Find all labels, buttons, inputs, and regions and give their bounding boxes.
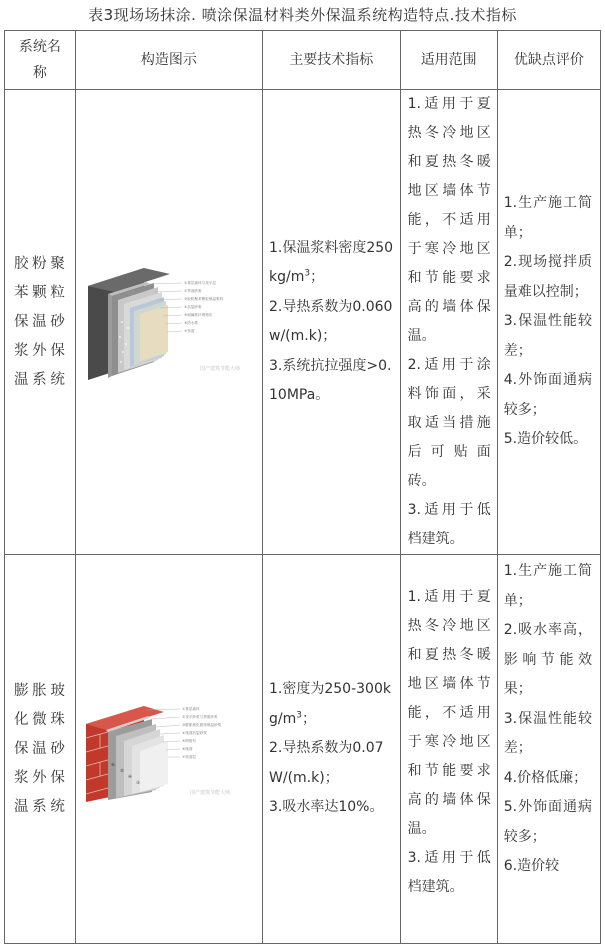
pros-cons: 1.生产施工简单； 2.吸水率高，影响节能效果； 3.保温性能较差； 4.价格低廉； 5.外饰面通病较多； 6.造价较 <box>497 555 600 944</box>
layer-label: ⑦饰面层 <box>181 755 196 759</box>
layer-label: ⑤网格布 <box>181 739 196 743</box>
layer-label: ①基层墙体 <box>181 707 200 711</box>
system-name: 胶粉聚苯颗粒保温砂浆外保温系统 <box>5 90 76 555</box>
header-system-name: 系统名称 <box>5 31 76 90</box>
watermark-text: 国产建筑节能大师 <box>189 790 230 796</box>
svg-text:④: ④ <box>127 775 132 780</box>
table-row <box>5 555 601 944</box>
table-row <box>5 90 601 555</box>
layer-label: ①基层墙体与找平层 <box>183 281 216 285</box>
applicable-scope: 1.适用于夏热冬冷地区和夏热冬暖地区墙体节能，不适用于寒冷地区和节能要求高的墙体保温。 3.适用于低档建筑。 <box>400 555 497 944</box>
svg-text:⑥: ⑥ <box>110 763 115 768</box>
layer-diagram-image <box>84 262 254 382</box>
watermark-text: 国产建筑节能大师 <box>199 366 240 372</box>
header-tech: 主要技术指标 <box>263 31 401 90</box>
spec-table <box>4 30 601 944</box>
tech-indicators: 1.保温浆料密度$250kg/m^3$； 2.导热系数为0.060w/(m.k)； 3.系统抗拉强度>0.10MPa。 <box>263 90 401 555</box>
svg-text:⑤: ⑤ <box>119 769 124 774</box>
layer-label: ②界面砂浆 <box>183 289 202 293</box>
layer-label: ④抗裂砂浆 <box>183 305 202 309</box>
layer-label: ⑦饰面 <box>183 329 195 333</box>
construction-diagram <box>75 555 262 944</box>
table-title: 表3现场场抹涂. 喷涂保温材料类外保温系统构造特点.技术指标 <box>88 6 517 24</box>
layer-label: ⑥防水柔 <box>183 321 198 325</box>
layer-label: ②找平砂浆与界面砂浆 <box>181 715 218 719</box>
system-name: 膨胀玻化微珠保温砂浆外保温系统 <box>5 555 76 944</box>
layer-label: ⑤耐碱玻纤网格布 <box>183 313 213 317</box>
construction-diagram <box>75 90 262 555</box>
applicable-scope: 1.适用于夏热冬冷地区和夏热冬暖地区墙体节能，不适用于寒冷地区和节能要求高的墙体保温。 2.适用于涂料饰面，采取适当措施后可贴面砖。 3.适用于低档建筑。 <box>400 90 497 555</box>
layer-label: ③膨胀玻化微珠保温砂浆 <box>181 723 222 727</box>
layer-label: ⑥抹面 <box>181 747 193 751</box>
pros-cons: 1.生产施工简单； 2.现场搅拌质量难以控制； 3.保温性能较差； 4.外饰面通病较多； 5.造价较低。 <box>497 90 600 555</box>
layer-diagram-image <box>84 694 254 804</box>
header-row <box>5 31 601 90</box>
header-eval: 优缺点评价 <box>497 31 600 90</box>
layer-label: ③胶粉聚苯颗粒保温浆料 <box>183 297 224 301</box>
svg-text:③: ③ <box>135 781 140 786</box>
layer-label: ④抹面抗裂砂浆 <box>181 731 207 735</box>
header-scope: 适用范围 <box>400 31 497 90</box>
tech-indicators: 1.密度为$250-300kg/m^3$； 2.导热系数为0.07W/(m.k)； 3.吸水率达10%。 <box>263 555 401 944</box>
header-diagram: 构造图示 <box>75 31 262 90</box>
